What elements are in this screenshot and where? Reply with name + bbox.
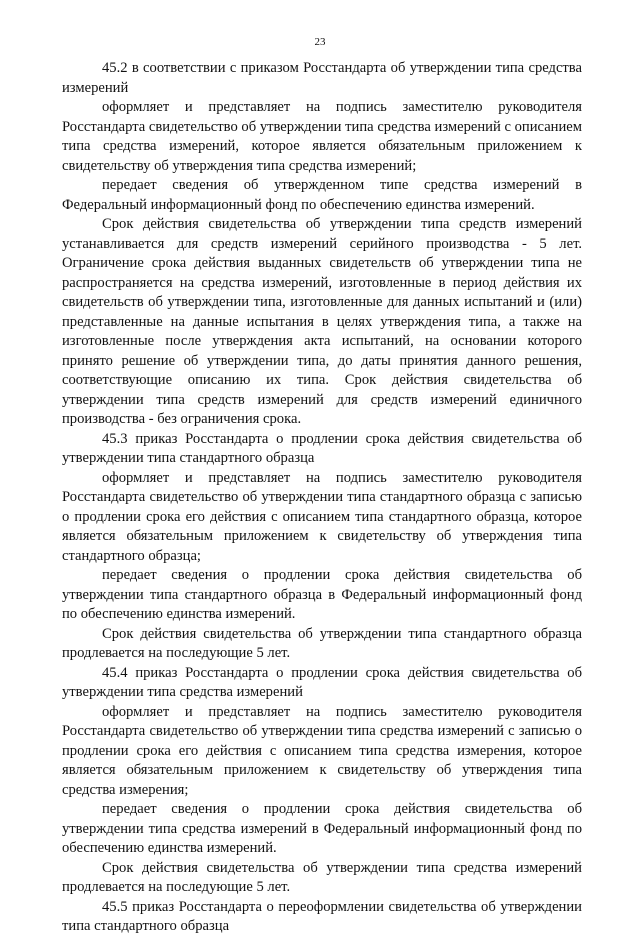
page-number: 23 <box>314 36 326 48</box>
paragraph-45-2-heading: 45.2 в соответствии с приказом Росстандарта об утверждении типа средства измерений <box>62 60 582 96</box>
paragraph-45-3-validity: Срок действия свидетельства об утверждении типа стандартного образца продлевается на последующие 5 лет. <box>62 625 582 661</box>
paragraph-45-2-prepare-certificate: оформляет и представляет на подпись заместителю руководителя Росстандарта свидетельство об утверждении типа средства измерений с описанием типа средства измерений, которое является обязательным приложением к свидетельству об утверждения типа средства измерений; <box>62 99 582 174</box>
paragraph-45-4-transfer-info: передает сведения о продлении срока действия свидетельства об утверждении типа средства измерений в Федеральный информационный фонд по обеспечению единства измерений. <box>62 801 582 856</box>
paragraph-45-4-prepare-certificate: оформляет и представляет на подпись заместителю руководителя Росстандарта свидетельство об утверждении типа средства измерений с записью о продлении срока его действия с описанием типа средства измерения, которое является обязательным приложением к свидетельству об утверждения типа средства измерения; <box>62 703 582 798</box>
document-body <box>62 59 582 937</box>
paragraph-45-4-validity: Срок действия свидетельства об утверждении типа средства измерений продлевается на последующие 5 лет. <box>62 859 582 895</box>
paragraph-45-2-transfer-info: передает сведения об утвержденном типе средства измерений в Федеральный информационный фонд по обеспечению единства измерений. <box>62 177 582 213</box>
paragraph-45-4-heading: 45.4 приказ Росстандарта о продлении срока действия свидетельства об утверждении типа средства измерений <box>62 664 582 700</box>
paragraph-45-3-transfer-info: передает сведения о продлении срока действия свидетельства об утверждении типа стандартного образца в Федеральный информационный фонд по обеспечению единства измерений. <box>62 567 582 622</box>
paragraph-45-5-heading: 45.5 приказ Росстандарта о переоформлении свидетельства об утверждении типа стандартного образца <box>62 898 582 934</box>
paragraph-45-3-prepare-certificate: оформляет и представляет на подпись заместителю руководителя Росстандарта свидетельство об утверждении типа стандартного образца с записью о продлении срока его действия с описанием типа стандартного образца, которое является обязательным приложением к свидетельству об утверждения типа стандартного образца; <box>62 469 582 564</box>
paragraph-validity-period: Срок действия свидетельства об утверждении типа средств измерений устанавливается для средств измерений серийного производства - 5 лет. Ограничение срока действия выданных свидетельств об утверждении типа не распространяется на средства измерений, изготовленные в период действия их свидетельств об утверждении типа, изготовленные для данных испытаний и (или) представленные на данные испытания в целях утверждения типа, а также на изготовленные после утверждения акта испытаний, на основании которого принято решение об утверждении типа, до даты принятия данного решения, соответствующие описанию их типа. Срок действия свидетельства об утверждении типа средств измерений для средств измерений единичного производства - без ограничения срока. <box>62 216 582 427</box>
paragraph-45-3-heading: 45.3 приказ Росстандарта о продлении срока действия свидетельства об утверждении типа стандартного образца <box>62 430 582 466</box>
